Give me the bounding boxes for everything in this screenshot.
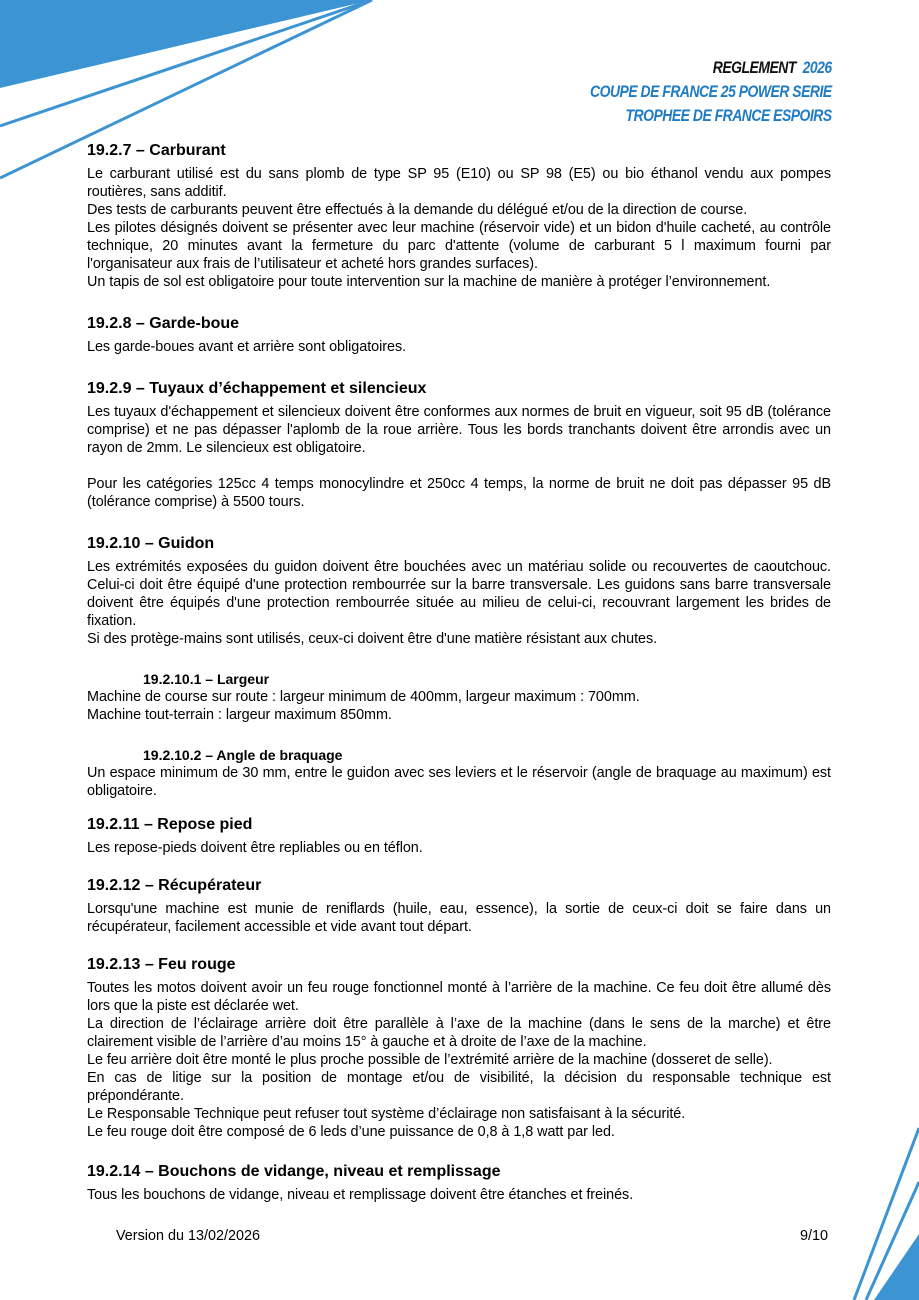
section-heading: 19.2.8 – Garde-boue <box>87 315 240 332</box>
paragraph: Les garde-boues avant et arrière sont obligatoires. <box>87 339 407 355</box>
section-heading: 19.2.13 – Feu rouge <box>87 956 236 973</box>
paragraph: Machine de course sur route : largeur minimum de 400mm, largeur maximum : 700mm. <box>87 689 640 705</box>
paragraph: Machine tout-terrain : largeur maximum 850mm. <box>87 707 392 723</box>
paragraph: Un tapis de sol est obligatoire pour toute intervention sur la machine de manière à protéger l’environnement. <box>87 274 771 290</box>
paragraph: Le Responsable Technique peut refuser tout système d’éclairage non satisfaisant à la sécurité. <box>87 1106 686 1122</box>
subsection-heading: 19.2.10.1 – Largeur <box>143 671 270 687</box>
paragraph: Tous les bouchons de vidange, niveau et remplissage doivent être étanches et freinés. <box>87 1187 634 1203</box>
section-heading: 19.2.11 – Repose pied <box>87 816 253 833</box>
section-heading: 19.2.10 – Guidon <box>87 535 215 552</box>
paragraph: La direction de l’éclairage arrière doit être parallèle à l’axe de la machine (dans le sens de la marche) et être clairement visible de l’arrière d’au moins 15° à gauche et à droite de l’axe de la machine. <box>87 1016 831 1050</box>
paragraph: Les extrémités exposées du guidon doivent être bouchées avec un matériau solide ou recouvertes de caoutchouc. Celui-ci doit être équipé d'une protection rembourrée sur la barre transversale. Les guidons sans barre transversale doivent être équipés d'une protection rembourrée située au milieu de celui-ci, recouvrant largement les brides de fixation. <box>87 559 831 629</box>
decorative-streaks-bottom <box>840 1120 919 1300</box>
footer-page-number: 9/10 <box>800 1228 829 1244</box>
paragraph: En cas de litige sur la position de montage et/ou de visibilité, la décision du responsable technique est prépondérante. <box>87 1070 831 1104</box>
footer-version: Version du 13/02/2026 <box>116 1228 261 1244</box>
section-feu-rouge <box>87 954 831 1141</box>
section-guidon <box>87 533 831 800</box>
paragraph: Pour les catégories 125cc 4 temps monocylindre et 250cc 4 temps, la norme de bruit ne doit pas dépasser 95 dB (tolérance comprise) à 5500 tours. <box>87 476 831 510</box>
section-heading: 19.2.12 – Récupérateur <box>87 877 262 894</box>
section-heading: 19.2.9 – Tuyaux d’échappement et silencieux <box>87 380 427 397</box>
section-heading: 19.2.7 – Carburant <box>87 142 226 159</box>
section-bouchons <box>87 1161 831 1204</box>
subsection-heading: 19.2.10.2 – Angle de braquage <box>143 747 343 763</box>
section-heading: 19.2.14 – Bouchons de vidange, niveau et remplissage <box>87 1163 501 1180</box>
paragraph: Le feu rouge doit être composé de 6 leds d’une puissance de 0,8 à 1,8 watt par led. <box>87 1124 615 1140</box>
paragraph: Des tests de carburants peuvent être effectués à la demande du délégué et/ou de la direction de course. <box>87 202 748 218</box>
paragraph: Lorsqu'une machine est munie de reniflards (huile, eau, essence), la sortie de ceux-ci doit se faire dans un récupérateur, facilement accessible et vide avant tout départ. <box>87 901 831 935</box>
document-body <box>87 140 831 1204</box>
section-echappement <box>87 378 831 511</box>
header-line-2: COUPE DE FRANCE 25 POWER SERIE <box>590 82 832 101</box>
document-header <box>590 56 832 128</box>
section-carburant <box>87 140 831 291</box>
header-year: 2026 <box>802 58 832 77</box>
paragraph: Le carburant utilisé est du sans plomb de type SP 95 (E10) ou SP 98 (E5) ou bio éthanol vendu aux pompes routières, sans additif. <box>87 166 831 200</box>
section-repose-pied <box>87 814 831 857</box>
section-recuperateur <box>87 875 831 936</box>
paragraph: Les repose-pieds doivent être repliables ou en téflon. <box>87 840 423 856</box>
paragraph: Les tuyaux d'échappement et silencieux doivent être conformes aux normes de bruit en vigueur, soit 95 dB (tolérance comprise) et ne pas dépasser l'aplomb de la roue arrière. Tous les bords tranchants doivent être arrondis avec un rayon de 2mm. Le silencieux est obligatoire. <box>87 404 831 456</box>
header-line-3: TROPHEE DE FRANCE ESPOIRS <box>625 106 832 125</box>
header-title: REGLEMENT <box>713 58 797 77</box>
paragraph: Un espace minimum de 30 mm, entre le guidon avec ses leviers et le réservoir (angle de braquage au maximum) est obligatoire. <box>87 765 831 799</box>
paragraph: Toutes les motos doivent avoir un feu rouge fonctionnel monté à l’arrière de la machine. Ce feu doit être allumé dès lors que la piste est déclarée wet. <box>87 980 831 1014</box>
paragraph: Les pilotes désignés doivent se présenter avec leur machine (réservoir vide) et un bidon d'huile cacheté, au contrôle technique, 20 minutes avant la fermeture du parc d'attente (volume de carburant 5 l maximum fourni par l'organisateur aux frais de l’utilisateur et acheté hors grandes surfaces). <box>87 220 831 272</box>
paragraph: Si des protège-mains sont utilisés, ceux-ci doivent être d'une matière résistant aux chutes. <box>87 631 658 647</box>
paragraph: Le feu arrière doit être monté le plus proche possible de l’extrémité arrière de la machine (dosseret de selle). <box>87 1052 773 1068</box>
header-line-1 <box>590 56 832 80</box>
section-garde-boue <box>87 313 831 356</box>
